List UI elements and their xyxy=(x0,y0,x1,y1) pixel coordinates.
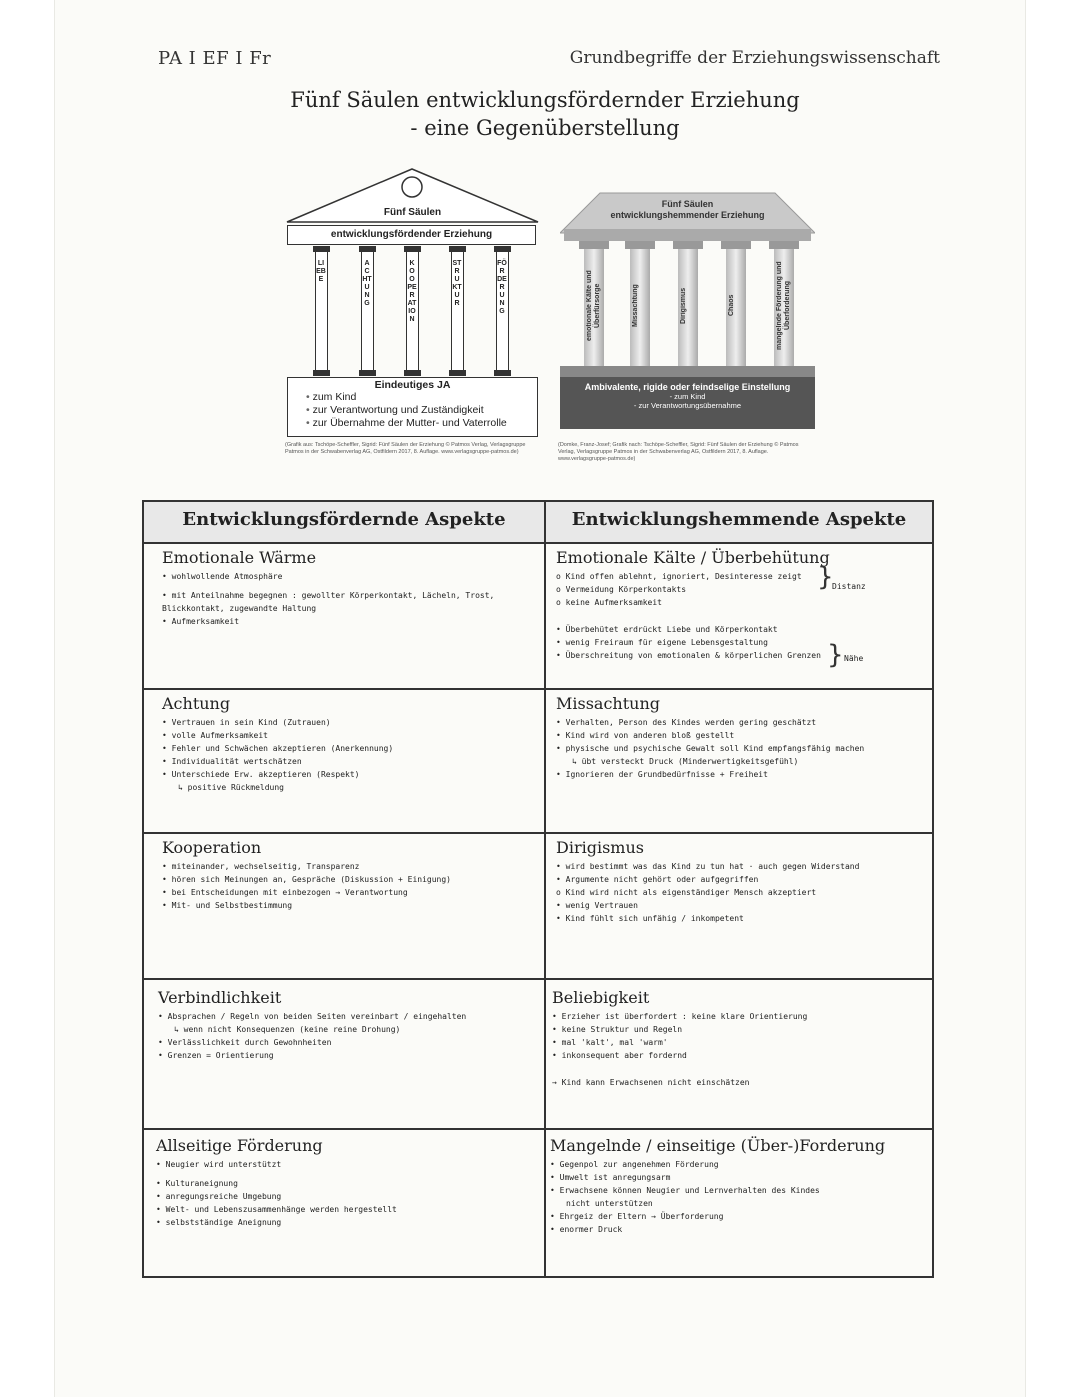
list-item: • Aufmerksamkeit xyxy=(162,617,240,626)
pillar-struktur: STRUKTUR xyxy=(451,247,464,375)
row-divider xyxy=(144,688,932,690)
aspect-title: Allseitige Förderung xyxy=(156,1136,323,1155)
list-item: • Individualität wertschätzen xyxy=(162,757,302,766)
list-item: • Verlässlichkeit durch Gewohnheiten xyxy=(158,1038,332,1047)
cell-dirigismus xyxy=(546,836,932,927)
pillar-chaos: Chaos xyxy=(726,241,746,366)
page-title xyxy=(250,86,840,142)
temple-base-negative xyxy=(560,377,815,429)
list-item: • selbstständige Aneignung xyxy=(156,1218,282,1227)
temple-base-item-negative: - zur Verantwortungsübernahme xyxy=(633,401,742,410)
temple-pillars-negative xyxy=(568,241,808,366)
list-item: • Kind fühlt sich unfähig / inkompetent xyxy=(556,914,744,923)
cell-achtung xyxy=(152,692,544,796)
comparison-table xyxy=(142,500,934,1278)
temple-base-title-negative: Ambivalente, rigide oder feindselige Einstellung xyxy=(584,382,791,392)
list-item: → Kind kann Erwachsenen nicht einschätzen xyxy=(552,1078,750,1087)
row-divider xyxy=(144,542,932,544)
temple-positive xyxy=(285,165,540,450)
list-item: • wohlwollende Atmosphäre xyxy=(162,572,283,581)
aspect-title: Dirigismus xyxy=(556,838,644,857)
row-divider xyxy=(144,1128,932,1130)
list-item: • hören sich Meinungen an, Gespräche (Diskussion + Einigung) xyxy=(162,875,451,884)
list-item: • Absprachen / Regeln von beiden Seiten vereinbart / eingehalten xyxy=(158,1012,467,1021)
brace-naehe: } xyxy=(827,640,844,670)
cell-beliebigkeit xyxy=(542,986,932,1091)
list-item: • Gegenpol zur angenehmen Förderung xyxy=(550,1160,719,1169)
list-item: • mit Anteilnahme begegnen : gewollter Körperkontakt, Lächeln, Trost, xyxy=(162,591,495,600)
cell-emotionale-kaelte xyxy=(546,546,932,664)
pillar-kooperation: KOOPERATION xyxy=(406,247,419,375)
list-item: o keine Aufmerksamkeit xyxy=(556,598,662,607)
table-header-right: Entwicklungshemmende Aspekte xyxy=(546,502,932,542)
list-item: • Umwelt ist anregungsarm xyxy=(550,1173,671,1182)
list-item: • mal 'kalt', mal 'warm' xyxy=(552,1038,668,1047)
aspect-title: Beliebigkeit xyxy=(552,988,650,1007)
aspect-title: Achtung xyxy=(162,694,231,713)
list-item: nicht unterstützen xyxy=(566,1199,653,1208)
aspect-title: Emotionale Wärme xyxy=(162,548,317,567)
temple-base-item-negative: - zum Kind xyxy=(669,392,706,401)
pillar-liebe: LIEBE xyxy=(315,247,328,375)
list-item: ↳ wenn nicht Konsequenzen (keine reine Drohung) xyxy=(174,1025,401,1034)
list-item: • Fehler und Schwächen akzeptieren (Anerkennung) xyxy=(162,744,394,753)
temple-base xyxy=(287,377,538,437)
list-item: • Verhalten, Person des Kindes werden gering geschätzt xyxy=(556,718,817,727)
list-item: • bei Entscheidungen mit einbezogen → Verantwortung xyxy=(162,888,408,897)
list-item: • wird bestimmt was das Kind zu tun hat · auch gegen Widerstand xyxy=(556,862,860,871)
list-item: • inkonsequent aber fordernd xyxy=(552,1051,687,1060)
list-item: • Unterschiede Erw. akzeptieren (Respekt) xyxy=(162,770,360,779)
list-item: • Welt- und Lebenszusammenhänge werden hergestellt xyxy=(156,1205,397,1214)
list-item: • physische und psychische Gewalt soll Kind empfangsfähig machen xyxy=(556,744,865,753)
brace-label-naehe: Nähe xyxy=(844,654,864,663)
aspect-title: Kooperation xyxy=(162,838,262,857)
list-item: • Kind wird von anderen bloß gestellt xyxy=(556,731,735,740)
table-header-left: Entwicklungsfördernde Aspekte xyxy=(144,502,544,542)
image-credit-positive: (Grafik aus: Tschöpe-Scheffler, Sigrid: Fünf Säulen der Erziehung © Patmos Verlag, Verlagsgruppe Patmos in der Schwabenverlag AG, Ostfildern 2017, 8. Auflage. www.verlagsgruppe-patmos.de) xyxy=(285,442,526,455)
list-item: o Kind offen ablehnt, ignoriert, Desinteresse zeigt xyxy=(556,572,802,581)
aspect-title: Verbindlichkeit xyxy=(158,988,282,1007)
aspect-title: Mangelnde / einseitige (Über-)Forderung xyxy=(550,1136,886,1155)
list-item: • Neugier wird unterstützt xyxy=(156,1160,282,1169)
pillar-dirigismus: Dirigismus xyxy=(678,241,698,366)
list-item: ↳ positive Rückmeldung xyxy=(178,783,284,792)
temple-base-item: • zur Verantwortung und Zuständigkeit xyxy=(306,404,537,417)
list-item: • Grenzen = Orientierung xyxy=(158,1051,274,1060)
course-code: PA I EF I Fr xyxy=(158,48,272,69)
list-item: • Überschreitung von emotionalen & körperlichen Grenzen xyxy=(556,651,821,660)
image-credit-negative: (Domke, Franz-Josef; Grafik nach: Tschöpe-Scheffler, Sigrid: Fünf Säulen der Erziehung © Patmos Verlag, Verlagsgruppe Patmos in der Schwabenverlag AG, Ostfildern 2017, 8. Auflage. www.verlagsgruppe-patmos.de) xyxy=(558,442,799,462)
list-item: • Überbehütet erdrückt Liebe und Körperkontakt xyxy=(556,625,778,634)
row-divider xyxy=(144,832,932,834)
temple-roof-label: Fünf Säulen xyxy=(383,207,442,218)
row-divider xyxy=(144,978,932,980)
list-item: • Ignorieren der Grundbedürfnisse + Freiheit xyxy=(556,770,768,779)
subject-header: Grundbegriffe der Erziehungswissenschaft xyxy=(569,48,940,68)
temple-base-title: Eindeutiges JA xyxy=(374,379,451,391)
temple-base-item: • zur Übernahme der Mutter- und Vaterrolle xyxy=(306,417,537,430)
brace-label-distanz: Distanz xyxy=(832,582,866,591)
list-item: • Erzieher ist überfordert : keine klare Orientierung xyxy=(552,1012,808,1021)
brace-distanz: } xyxy=(817,562,834,592)
pillar-missachtung: Missachtung xyxy=(630,241,650,366)
list-item: • Mit- und Selbstbestimmung xyxy=(162,901,293,910)
list-item: • wenig Vertrauen xyxy=(556,901,638,910)
list-item: • anregungsreiche Umgebung xyxy=(156,1192,282,1201)
list-item: • Erwachsene können Neugier und Lernverhalten des Kindes xyxy=(550,1186,820,1195)
pillar-mangelnde-foerderung: mangelnde Förderung und Überforderung xyxy=(774,241,794,366)
list-item: • wenig Freiraum für eigene Lebensgestaltung xyxy=(556,638,768,647)
temple-roof-label-negative: Fünf Säulen entwicklungshemmender Erziehung xyxy=(610,199,765,220)
pillar-achtung: ACHTUNG xyxy=(361,247,374,375)
temple-base-item: • zum Kind xyxy=(306,391,537,404)
list-item: • miteinander, wechselseitig, Transparenz xyxy=(162,862,360,871)
title-line-1: Fünf Säulen entwicklungsfördernder Erziehung xyxy=(290,88,800,112)
aspect-title: Missachtung xyxy=(556,694,661,713)
list-item: Blickkontakt, zugewandte Haltung xyxy=(162,604,317,613)
list-item: • volle Aufmerksamkeit xyxy=(162,731,268,740)
list-item: • Vertrauen in sein Kind (Zutrauen) xyxy=(162,718,331,727)
cell-missachtung xyxy=(546,692,932,783)
list-item: o Vermeidung Körperkontakts xyxy=(556,585,687,594)
list-item: • keine Struktur und Regeln xyxy=(552,1025,683,1034)
pillar-foerderung: FÖRDERUNG xyxy=(496,247,509,375)
list-item: • Ehrgeiz der Eltern → Überforderung xyxy=(550,1212,724,1221)
list-item: • enormer Druck xyxy=(550,1225,623,1234)
temple-beam-label: entwicklungsfördender Erziehung xyxy=(287,225,536,245)
cell-kooperation xyxy=(152,836,544,914)
cell-allseitige-foerderung xyxy=(146,1134,544,1231)
temple-negative xyxy=(560,185,815,435)
cell-mangelnde-foerderung xyxy=(540,1134,932,1238)
cell-emotionale-waerme xyxy=(152,546,544,630)
list-item: • Kulturaneignung xyxy=(156,1179,238,1188)
list-item: ↳ übt versteckt Druck (Minderwertigkeitsgefühl) xyxy=(572,757,799,766)
cell-verbindlichkeit xyxy=(148,986,544,1064)
list-item: o Kind wird nicht als eigenständiger Mensch akzeptiert xyxy=(556,888,817,897)
temple-pillars xyxy=(295,247,530,375)
title-line-2: - eine Gegenüberstellung xyxy=(410,116,680,140)
list-item: • Argumente nicht gehört oder aufgegriffen xyxy=(556,875,759,884)
aspect-title: Emotionale Kälte / Überbehütung xyxy=(556,548,830,567)
pillar-emotionale-kaelte: emotionale Kälte und Überfürsorge xyxy=(584,241,604,366)
